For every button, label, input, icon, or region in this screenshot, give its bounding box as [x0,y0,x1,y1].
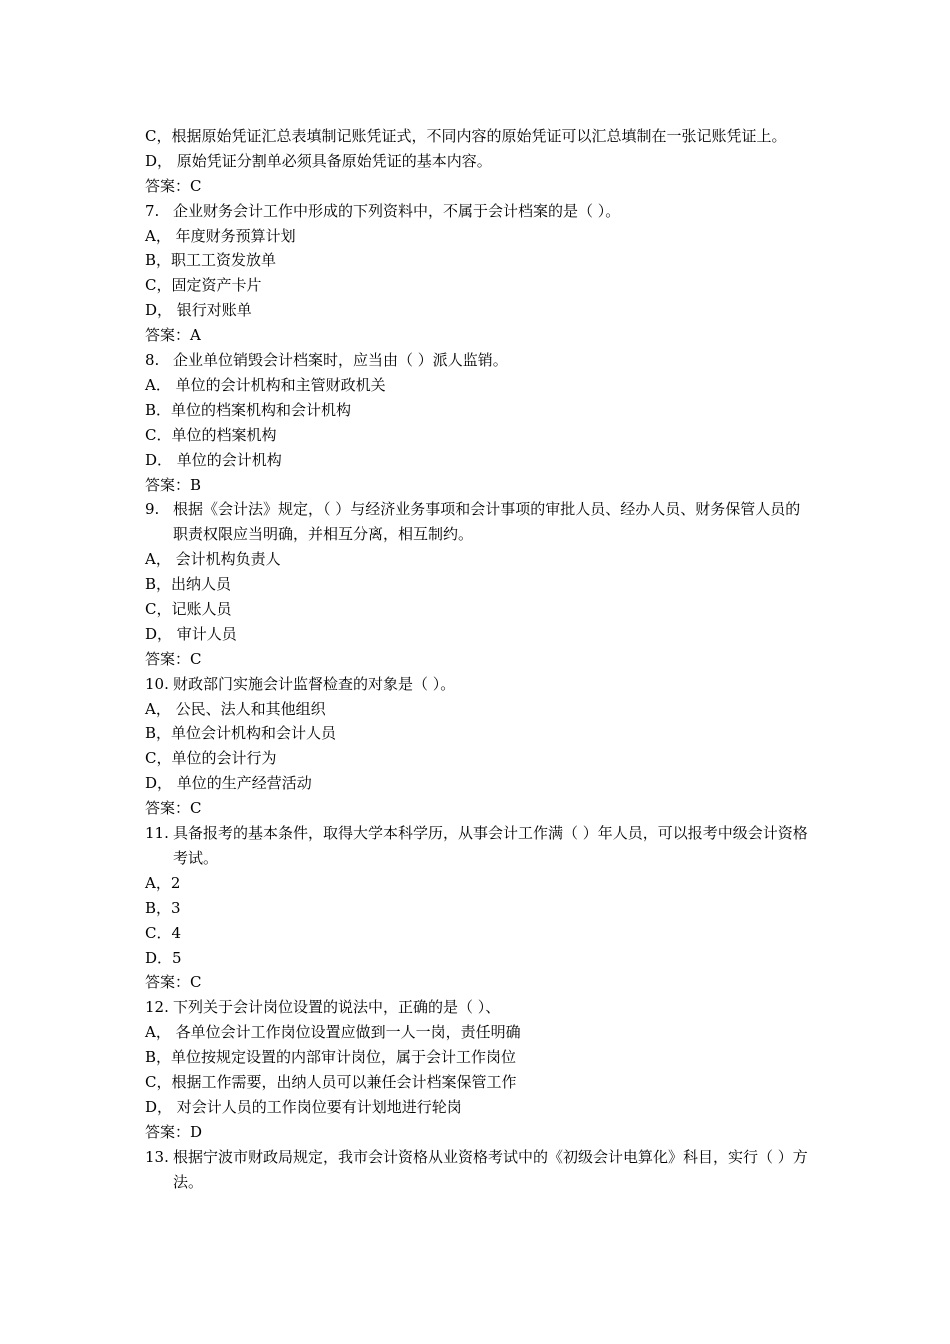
answer-line: 答案：A [145,326,201,345]
option-item: A． 单位的会计机构和主管财政机关 [145,375,386,394]
option-item: A，2 [145,873,181,892]
question-stem [145,672,810,697]
option-item: B，单位按规定设置的内部审计岗位，属于会计工作岗位 [145,1048,517,1067]
answer-line: 答案：C [145,176,202,195]
option-item: A， 会计机构负责人 [145,550,281,569]
option-item: D， 银行对账单 [145,301,252,320]
question-stem [145,1145,810,1195]
question-text: 根据《会计法》规定，（ ）与经济业务事项和会计事项的审批人员、经办人员、财务保管人员的职责权限应当明确，并相互分离，相互制约。 [173,500,801,544]
option-item: C，根据工作需要，出纳人员可以兼任会计档案保管工作 [145,1072,517,1091]
question-stem [145,348,810,373]
answer-line: 答案：C [145,973,202,992]
question-number: 10. [145,674,169,693]
question-text: 下列关于会计岗位设置的说法中，正确的是（ ）、 [173,998,501,1017]
option-item: D， 单位的生产经营活动 [145,774,312,793]
question-number: 13. [145,1147,169,1166]
answer-line: 答案：C [145,649,202,668]
question-number: 11. [145,824,169,843]
question-text: 财政部门实施会计监督检查的对象是（ ）。 [173,674,456,693]
question-number: 9. [145,500,160,519]
question-number: 12. [145,998,169,1017]
question-list [145,124,810,1194]
question-stem [145,821,810,871]
option-item: C，记账人员 [145,600,232,618]
answer-line: 答案：B [145,475,202,494]
option-item: B，职工工资发放单 [145,251,277,270]
question-number: 8. [145,351,160,370]
answer-line: 答案：C [145,799,202,818]
option-item: A， 公民、法人和其他组织 [145,699,326,718]
question-stem [145,199,810,224]
option-item: A， 年度财务预算计划 [145,226,296,245]
option-item: C．单位的档案机构 [145,425,277,444]
option-item: D．5 [145,948,182,967]
question-stem [145,995,810,1020]
option-item: D， 审计人员 [145,624,237,643]
option-item: B，3 [145,898,181,917]
option-item: C，根据原始凭证汇总表填制记账凭证式，不同内容的原始凭证可以汇总填制在一张记账凭证上。 [145,127,787,145]
option-item: C，固定资产卡片 [145,276,262,295]
option-item: C．4 [145,923,182,942]
question-number: 7. [145,201,160,220]
question-text: 具备报考的基本条件，取得大学本科学历，从事会计工作满（ ）年人员，可以报考中级会计资格考试。 [173,824,808,867]
option-item: D． 单位的会计机构 [145,450,282,469]
question-text: 根据宁波市财政局规定，我市会计资格从业资格考试中的《初级会计电算化》科目，实行（ ）方法。 [173,1147,808,1191]
option-item: A， 各单位会计工作岗位设置应做到一人一岗，责任明确 [145,1023,521,1042]
option-item: B，单位会计机构和会计人员 [145,724,337,743]
option-item: D， 原始凭证分割单必须具备原始凭证的基本内容。 [145,151,492,170]
answer-line: 答案：D [145,1122,203,1141]
option-item: D， 对会计人员的工作岗位要有计划地进行轮岗 [145,1097,462,1116]
option-item: C，单位的会计行为 [145,749,277,768]
option-item: B．单位的档案机构和会计机构 [145,400,352,419]
option-item: B，出纳人员 [145,575,232,594]
question-text: 企业财务会计工作中形成的下列资料中，不属于会计档案的是（ ）。 [173,201,621,220]
question-text: 企业单位销毁会计档案时，应当由（ ）派人监销。 [173,351,508,370]
question-stem [145,497,810,547]
